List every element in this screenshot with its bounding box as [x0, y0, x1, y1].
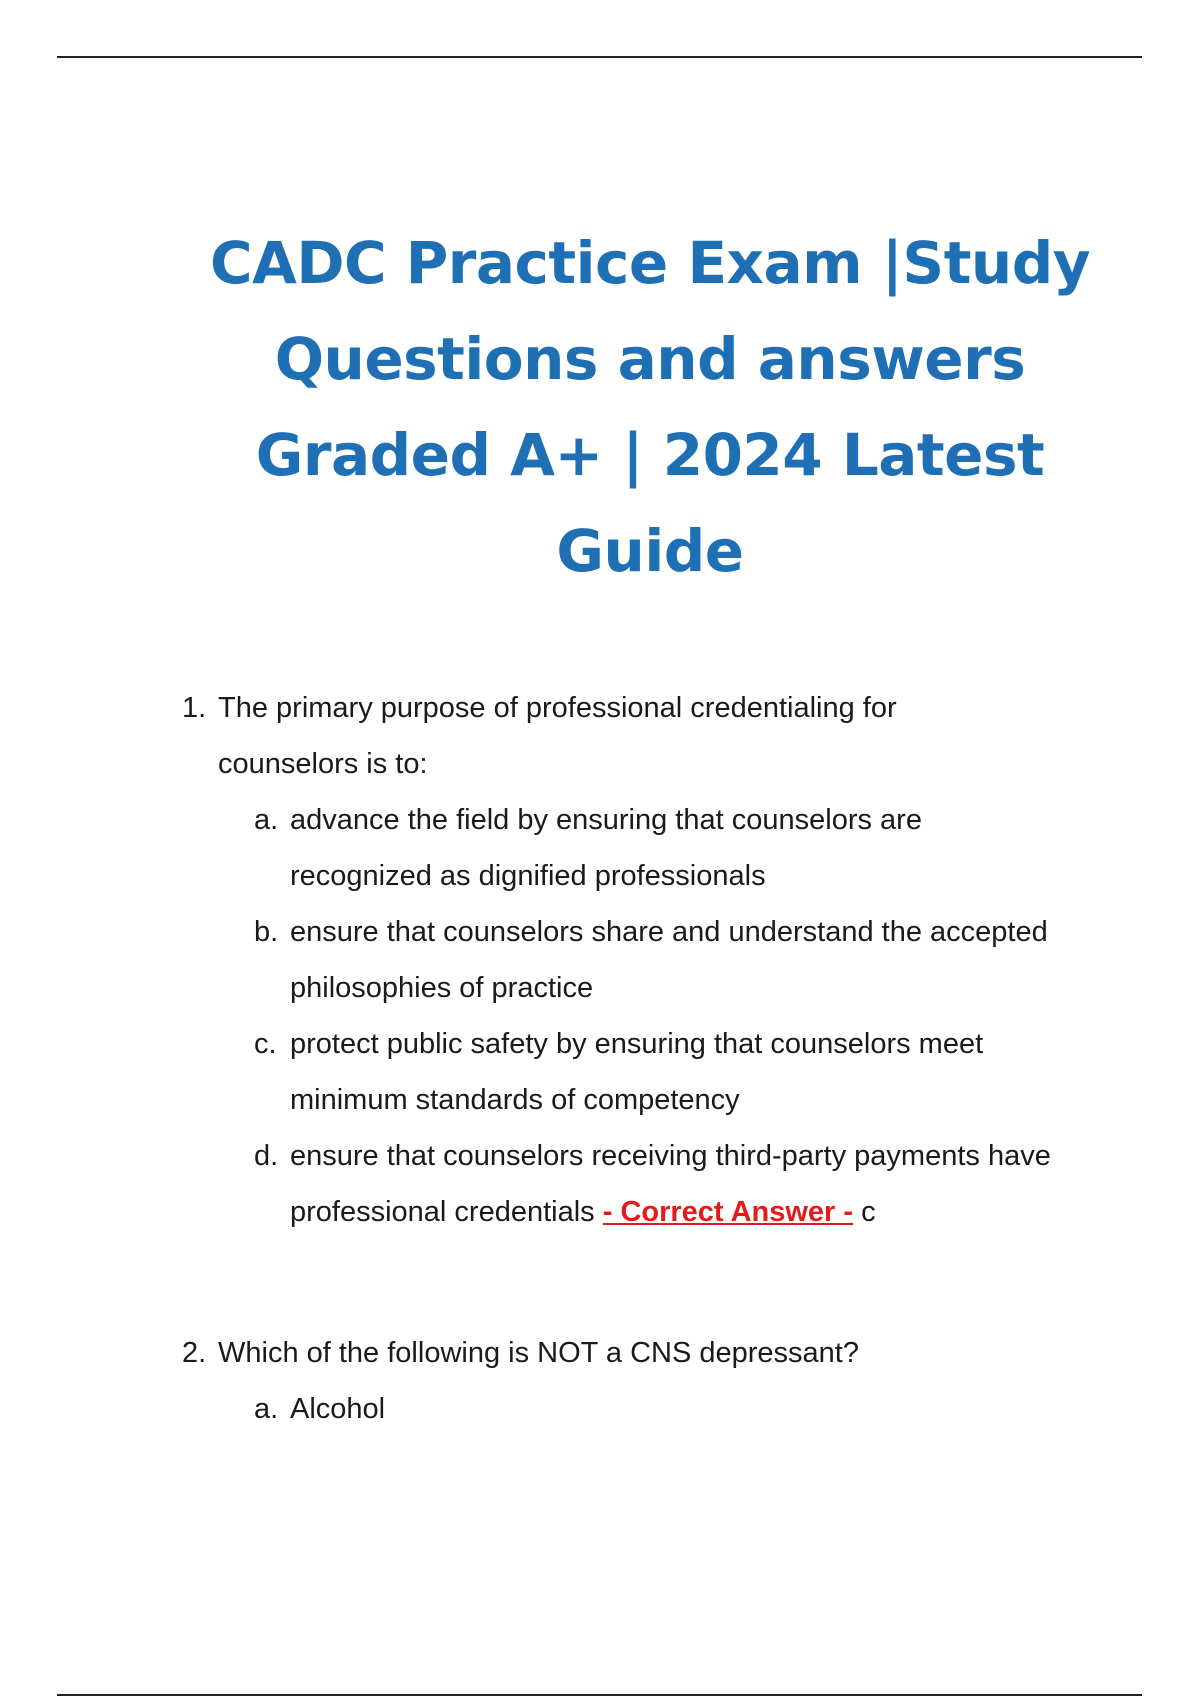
title-line-3: Graded A+ | 2024 Latest [255, 421, 1045, 489]
option-text-with-answer [290, 1128, 1070, 1240]
option-c [254, 1016, 1082, 1128]
option-text: advance the field by ensuring that counselors are recognized as dignified professionals [290, 804, 922, 892]
option-text: ensure that counselors share and understand the accepted philosophies of practice [290, 916, 1048, 1004]
option-d [254, 1128, 1082, 1240]
question-number: 2. [182, 1337, 207, 1369]
answer-options [254, 792, 1082, 1240]
option-a [254, 792, 1082, 904]
option-a [254, 1381, 1082, 1437]
option-text: ensure that counselors receiving third-party payments have professional credentials [290, 1140, 1051, 1228]
question-text: Which of the following is NOT a CNS depressant? [218, 1337, 859, 1369]
correct-answer-label: - Correct Answer - [602, 1196, 854, 1228]
question-number: 1. [182, 692, 207, 724]
title-line-4: Guide [556, 517, 744, 585]
document-title [200, 215, 1100, 599]
correct-answer-value: c [861, 1196, 876, 1228]
question-text: The primary purpose of professional credentialing for counselors is to: [218, 692, 897, 780]
option-letter: d. [254, 1140, 279, 1172]
option-letter: a. [254, 804, 279, 836]
option-letter: a. [254, 1393, 279, 1425]
title-line-1: CADC Practice Exam |Study [209, 229, 1091, 297]
title-line-2: Questions and answers [274, 325, 1026, 393]
bottom-rule [57, 1694, 1142, 1696]
question-2 [182, 1325, 1082, 1437]
answer-options [254, 1381, 1082, 1437]
option-text: protect public safety by ensuring that counselors meet minimum standards of competency [290, 1028, 984, 1116]
top-rule [57, 56, 1142, 58]
option-letter: c. [254, 1028, 277, 1060]
option-text: Alcohol [290, 1393, 386, 1425]
option-b [254, 904, 1082, 1016]
question-1 [182, 680, 1082, 1240]
option-letter: b. [254, 916, 279, 948]
